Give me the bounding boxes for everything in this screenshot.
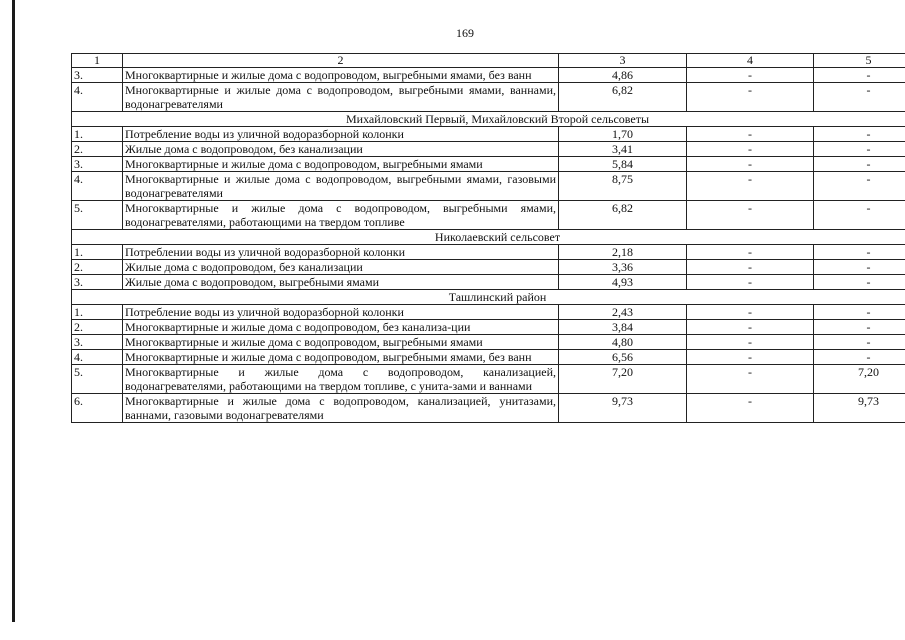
row-number: 4.: [72, 83, 123, 112]
column-5-value: -: [814, 201, 905, 230]
column-5-value: -: [814, 305, 905, 320]
row-description: Жилые дома с водопроводом, без канализации: [123, 260, 559, 275]
row-number: 3.: [72, 275, 123, 290]
row-description: Жилые дома с водопроводом, выгребными ямами: [123, 275, 559, 290]
section-row: [72, 112, 905, 127]
column-4-value: -: [687, 335, 814, 350]
table-row: [72, 335, 905, 350]
row-description: Многоквартирные и жилые дома с водопроводом, выгребными ямами, ваннами, водонагревателями: [123, 83, 559, 112]
column-5-value: -: [814, 335, 905, 350]
norm-value: 9,73: [559, 394, 687, 423]
norm-value: 1,70: [559, 127, 687, 142]
column-4-value: -: [687, 68, 814, 83]
column-4-value: -: [687, 320, 814, 335]
column-4-value: -: [687, 365, 814, 394]
table-row: [72, 305, 905, 320]
row-description: Многоквартирные и жилые дома с водопроводом, канализацией, водонагревателями, работающими на твердом топливе, с унита-зами и ваннами: [123, 365, 559, 394]
column-5-value: 9,73: [814, 394, 905, 423]
section-title: Николаевский сельсовет: [72, 230, 905, 245]
norm-value: 2,43: [559, 305, 687, 320]
column-5-value: -: [814, 320, 905, 335]
row-number: 2.: [72, 142, 123, 157]
row-number: 3.: [72, 335, 123, 350]
column-5-value: -: [814, 68, 905, 83]
table-row: [72, 172, 905, 201]
row-description: Потребление воды из уличной водоразборной колонки: [123, 305, 559, 320]
table-header-row: [72, 54, 905, 68]
column-4-value: -: [687, 245, 814, 260]
column-header: 1: [72, 54, 123, 68]
table-row: [72, 68, 905, 83]
column-4-value: -: [687, 350, 814, 365]
norm-value: 7,20: [559, 365, 687, 394]
row-number: 2.: [72, 260, 123, 275]
column-4-value: -: [687, 260, 814, 275]
table-row: [72, 157, 905, 172]
row-description: Потреблении воды из уличной водоразборной колонки: [123, 245, 559, 260]
table-row: [72, 275, 905, 290]
row-description: Многоквартирные и жилые дома с водопроводом, выгребными ямами: [123, 335, 559, 350]
column-4-value: -: [687, 83, 814, 112]
table-row: [72, 127, 905, 142]
norm-value: 4,80: [559, 335, 687, 350]
row-description: Многоквартирные и жилые дома с водопроводом, выгребными ямами, водонагревателями, работающими на твердом топливе: [123, 201, 559, 230]
page-number: 169: [456, 26, 474, 40]
row-number: 2.: [72, 320, 123, 335]
column-5-value: -: [814, 245, 905, 260]
column-5-value: -: [814, 275, 905, 290]
margin-rule: [12, 0, 15, 622]
section-row: [72, 290, 905, 305]
row-description: Многоквартирные и жилые дома с водопроводом, выгребными ямами, без ванн: [123, 68, 559, 83]
column-5-value: -: [814, 172, 905, 201]
column-4-value: -: [687, 157, 814, 172]
table-row: [72, 142, 905, 157]
column-5-value: -: [814, 260, 905, 275]
row-description: Многоквартирные и жилые дома с водопроводом, выгребными ямами, без ванн: [123, 350, 559, 365]
column-4-value: -: [687, 394, 814, 423]
column-4-value: -: [687, 305, 814, 320]
table-row: [72, 245, 905, 260]
norm-value: 3,41: [559, 142, 687, 157]
row-number: 3.: [72, 157, 123, 172]
row-number: 1.: [72, 305, 123, 320]
row-description: Многоквартирные и жилые дома с водопроводом, выгребными ямами, газовыми водонагревателями: [123, 172, 559, 201]
column-5-value: -: [814, 83, 905, 112]
column-5-value: -: [814, 127, 905, 142]
column-header: 2: [123, 54, 559, 68]
norm-value: 6,82: [559, 83, 687, 112]
row-description: Многоквартирные и жилые дома с водопроводом, выгребными ямами: [123, 157, 559, 172]
column-header: 4: [687, 54, 814, 68]
column-header: 3: [559, 54, 687, 68]
column-4-value: -: [687, 127, 814, 142]
table-row: [72, 83, 905, 112]
row-description: Многоквартирные и жилые дома с водопроводом, без канализа-ции: [123, 320, 559, 335]
column-header: 5: [814, 54, 905, 68]
section-row: [72, 230, 905, 245]
norm-value: 3,84: [559, 320, 687, 335]
column-5-value: 7,20: [814, 365, 905, 394]
section-title: Михайловский Первый, Михайловский Второй сельсоветы: [72, 112, 905, 127]
row-description: Многоквартирные и жилые дома с водопроводом, канализацией, унитазами, ваннами, газовыми водонагревателями: [123, 394, 559, 423]
table-row: [72, 260, 905, 275]
row-description: Потребление воды из уличной водоразборной колонки: [123, 127, 559, 142]
table-row: [72, 201, 905, 230]
norm-value: 5,84: [559, 157, 687, 172]
column-5-value: -: [814, 350, 905, 365]
norm-value: 3,36: [559, 260, 687, 275]
norm-value: 8,75: [559, 172, 687, 201]
row-number: 6.: [72, 394, 123, 423]
norm-value: 4,86: [559, 68, 687, 83]
column-4-value: -: [687, 275, 814, 290]
table-row: [72, 320, 905, 335]
norm-value: 6,56: [559, 350, 687, 365]
row-number: 1.: [72, 245, 123, 260]
row-number: 4.: [72, 172, 123, 201]
row-number: 5.: [72, 201, 123, 230]
table-row: [72, 394, 905, 423]
column-4-value: -: [687, 172, 814, 201]
row-number: 4.: [72, 350, 123, 365]
water-consumption-table: [71, 53, 905, 423]
norm-value: 4,93: [559, 275, 687, 290]
row-description: Жилые дома с водопроводом, без канализации: [123, 142, 559, 157]
column-4-value: -: [687, 201, 814, 230]
column-4-value: -: [687, 142, 814, 157]
norm-value: 2,18: [559, 245, 687, 260]
row-number: 5.: [72, 365, 123, 394]
row-number: 3.: [72, 68, 123, 83]
table-body: [72, 54, 905, 423]
table-row: [72, 350, 905, 365]
row-number: 1.: [72, 127, 123, 142]
table-row: [72, 365, 905, 394]
column-5-value: -: [814, 142, 905, 157]
section-title: Ташлинский район: [72, 290, 905, 305]
norm-value: 6,82: [559, 201, 687, 230]
column-5-value: -: [814, 157, 905, 172]
